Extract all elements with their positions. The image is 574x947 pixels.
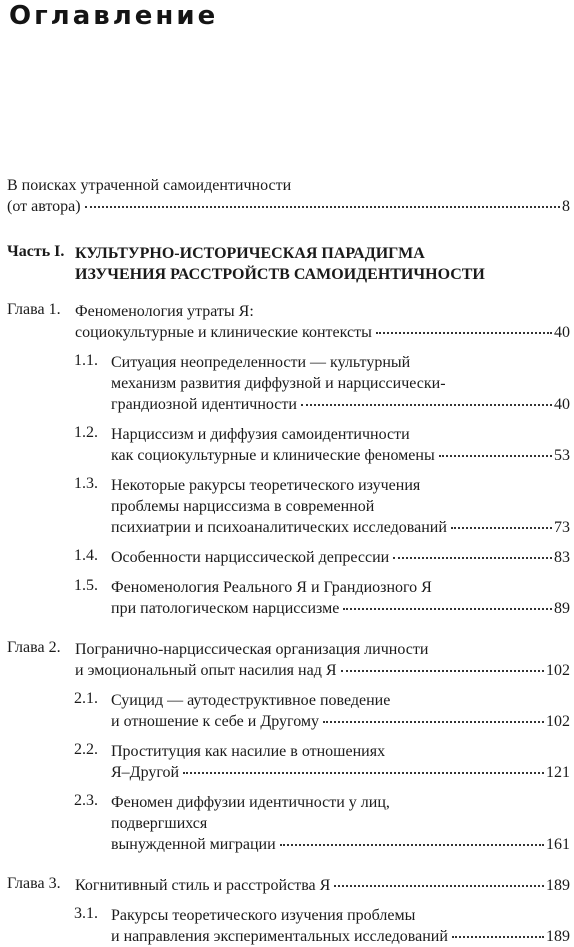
toc-entry (0, 741, 574, 783)
entry-text-line: В поисках утраченной самоидентичности (7, 177, 292, 194)
entry-text-line: Особенности нарциссической депрессии (111, 549, 390, 566)
entry-text-line: и отношение к себе и Другому (111, 713, 320, 730)
entry-text-line: и направления экспериментальных исследований (111, 928, 448, 945)
dot-leader (451, 527, 552, 529)
dot-leader (334, 885, 544, 887)
page-number: 89 (554, 600, 570, 617)
entry-text-line: Суицид — аутодеструктивное поведение (111, 692, 391, 709)
page-number: 73 (554, 519, 570, 536)
page-number: 40 (554, 396, 570, 413)
entry-text-line: Феноменология Реального Я и Грандиозного Я (111, 579, 432, 596)
page-number: 8 (562, 198, 570, 215)
dot-leader (183, 772, 544, 774)
page-title: Оглавление (9, 1, 219, 31)
entry-number: 1.3. (74, 475, 98, 492)
entry-text-line: Нарциссизм и диффузия самоидентичности (111, 426, 410, 443)
entry-text-line: КУЛЬТУРНО-ИСТОРИЧЕСКАЯ ПАРАДИГМА (75, 245, 425, 262)
page-number: 102 (546, 713, 570, 730)
entry-number: 1.4. (74, 547, 98, 564)
entry-text-line: вынужденной миграции (111, 836, 276, 853)
entry-text-line: Феноменология утраты Я: (75, 303, 254, 320)
dot-leader (301, 404, 552, 406)
entry-text-line: Ракурсы теоретического изучения проблемы (111, 907, 416, 924)
toc-entry (0, 792, 574, 855)
entry-text-line: Проституция как насилие в отношениях (111, 743, 386, 760)
entry-text-line: подвергшихся (111, 815, 208, 832)
entry-text-line: как социокультурные и клинические феномены (111, 447, 435, 464)
dot-leader (341, 670, 544, 672)
entry-text-line: психиатрии и психоаналитических исследований (111, 519, 447, 536)
entry-text-line: Ситуация неопределенности — культурный (111, 354, 411, 371)
dot-leader (376, 332, 552, 334)
toc-entry (0, 475, 574, 538)
toc-entry (0, 424, 574, 466)
entry-number: 1.1. (74, 352, 98, 369)
entry-number: 2.1. (74, 690, 98, 707)
entry-number: 2.2. (74, 741, 98, 758)
dot-leader (280, 844, 544, 846)
page-number: 102 (546, 662, 570, 679)
entry-number: 1.2. (74, 424, 98, 441)
dot-leader (393, 557, 552, 559)
toc-entry (0, 905, 574, 947)
entry-text-line: Некоторые ракурсы теоретического изучения (111, 477, 421, 494)
entry-text-line: при патологическом нарциссизме (111, 600, 340, 617)
entry-text-line: грандиозной идентичности (111, 396, 297, 413)
toc-entry (0, 175, 574, 217)
toc-entries (0, 175, 574, 947)
entry-text-line: Когнитивный стиль и расстройства Я (75, 877, 331, 894)
entry-text-line: Феномен диффузии идентичности у лиц, (111, 794, 390, 811)
page-number: 53 (554, 447, 570, 464)
page-number: 189 (546, 877, 570, 894)
toc-entry (0, 352, 574, 415)
page-number: 121 (546, 764, 570, 781)
entry-text-line: Погранично-нарциссическая организация личности (75, 641, 429, 658)
entry-text-line: (от автора) (7, 198, 81, 215)
page-number: 40 (554, 324, 570, 341)
dot-leader (343, 608, 552, 610)
page-number: 161 (546, 836, 570, 853)
dot-leader (85, 206, 560, 208)
entry-number: 1.5. (74, 577, 98, 594)
entry-text-line: и эмоциональный опыт насилия над Я (75, 662, 337, 679)
entry-text-line: социокультурные и клинические контексты (75, 324, 372, 341)
toc-entry (0, 577, 574, 619)
toc-entry (0, 243, 574, 285)
toc-entry (0, 875, 574, 896)
entry-number: 2.3. (74, 792, 98, 809)
dot-leader (323, 721, 544, 723)
toc-entry (0, 690, 574, 732)
toc-entry (0, 547, 574, 568)
entry-text-line: Я–Другой (111, 764, 180, 781)
entry-text-line: механизм развития диффузной и нарциссически- (111, 375, 446, 392)
page-number: 189 (546, 928, 570, 945)
entry-number: 3.1. (74, 905, 98, 922)
entry-number: Глава 3. (7, 875, 61, 892)
dot-leader (439, 455, 552, 457)
toc-entry (0, 301, 574, 343)
entry-text-line: ИЗУЧЕНИЯ РАССТРОЙСТВ САМОИДЕНТИЧНОСТИ (75, 266, 485, 283)
entry-text-line: проблемы нарциссизма в современной (111, 498, 375, 515)
entry-number: Глава 2. (7, 639, 61, 656)
page-number: 83 (554, 549, 570, 566)
entry-number: Глава 1. (7, 301, 61, 318)
dot-leader (452, 936, 544, 938)
toc-entry (0, 639, 574, 681)
entry-number: Часть I. (7, 243, 65, 260)
